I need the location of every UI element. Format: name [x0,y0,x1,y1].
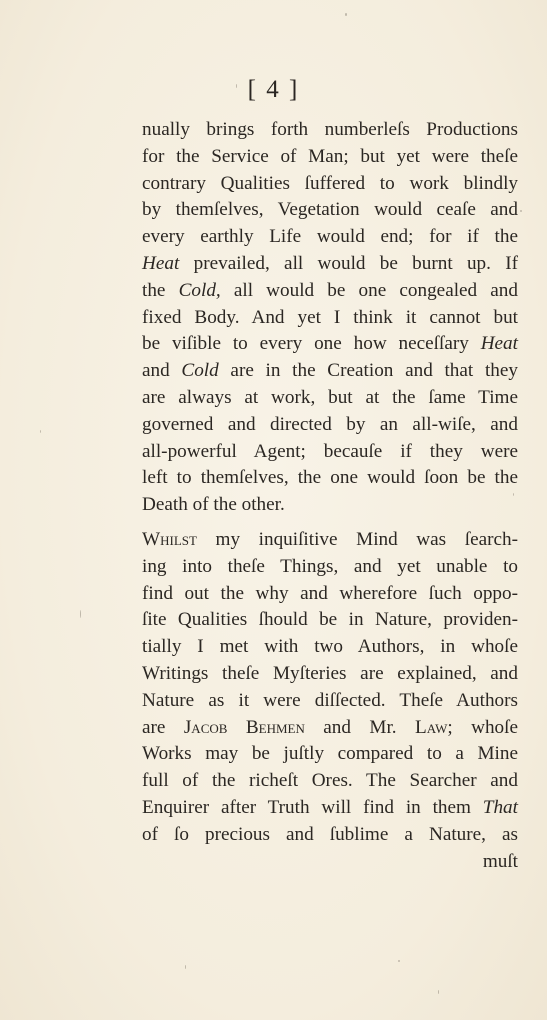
text-line: find out the why and wherefore ſuch oppo- [142,582,518,604]
paragraph-gap [142,519,518,527]
text-line: by themſelves, Vegetation would ceaſe and [142,199,518,221]
text-line: be viſible to every one how neceſſary Heat [142,333,518,355]
text-line: are always at work, but at the ſame Time [142,386,518,408]
text-line: full of the richeſt Ores. The Searcher and [142,770,518,792]
text-line: nually brings forth numberleſs Productions [142,119,518,140]
text-line: contrary Qualities ſuffered to work blindly [142,172,518,194]
paper-speck [513,493,514,496]
paper-speck [398,960,400,962]
text-line: left to themſelves, the one would ſoon be the [142,467,518,489]
text-line: fixed Body. And yet I think it cannot but [142,306,518,328]
paper-speck [520,210,522,212]
text-line: Enquirer after Truth will find in them That [142,796,518,818]
text-line: Writings theſe Myſteries are explained, and [142,662,518,684]
paper-speck [80,610,81,618]
text-line: Works may be juſtly compared to a Mine [142,743,518,765]
body-text [142,117,518,875]
text-line: all-powerful Agent; becauſe if they were [142,440,518,462]
text-line: ing into theſe Things, and yet unable to [142,555,518,577]
text-line: ſite Qualities ſhould be in Nature, providen- [142,609,518,631]
text-line: every earthly Life would end; for if the [142,226,518,248]
catchword: muſt [482,850,518,872]
paper-speck [345,13,347,16]
text-line: for the Service of Man; but yet were theſe [142,145,518,167]
paper-speck [438,990,439,994]
text-line: Death of the other. [142,494,285,516]
text-line: tially I met with two Authors, in whoſe [142,636,518,658]
paper-speck [40,430,41,433]
text-line: Nature as it were diſſected. Theſe Authors [142,689,518,711]
paper-speck [236,84,237,88]
text-line: governed and directed by an all-wiſe, and [142,413,518,435]
text-line: are Jacob Behmen and Mr. Law; whoſe [142,716,518,738]
text-line: Heat prevailed, all would be burnt up. If [142,252,518,274]
text-line: the Cold, all would be one congealed and [142,279,518,301]
text-line: and Cold are in the Creation and that they [142,360,518,382]
text-line: Whilst my inquiſitive Mind was ſearch- [142,528,518,550]
page-number-header: [ 4 ] [247,76,300,103]
text-line: of ſo precious and ſublime a Nature, as [142,823,518,845]
paper-speck [185,965,186,969]
